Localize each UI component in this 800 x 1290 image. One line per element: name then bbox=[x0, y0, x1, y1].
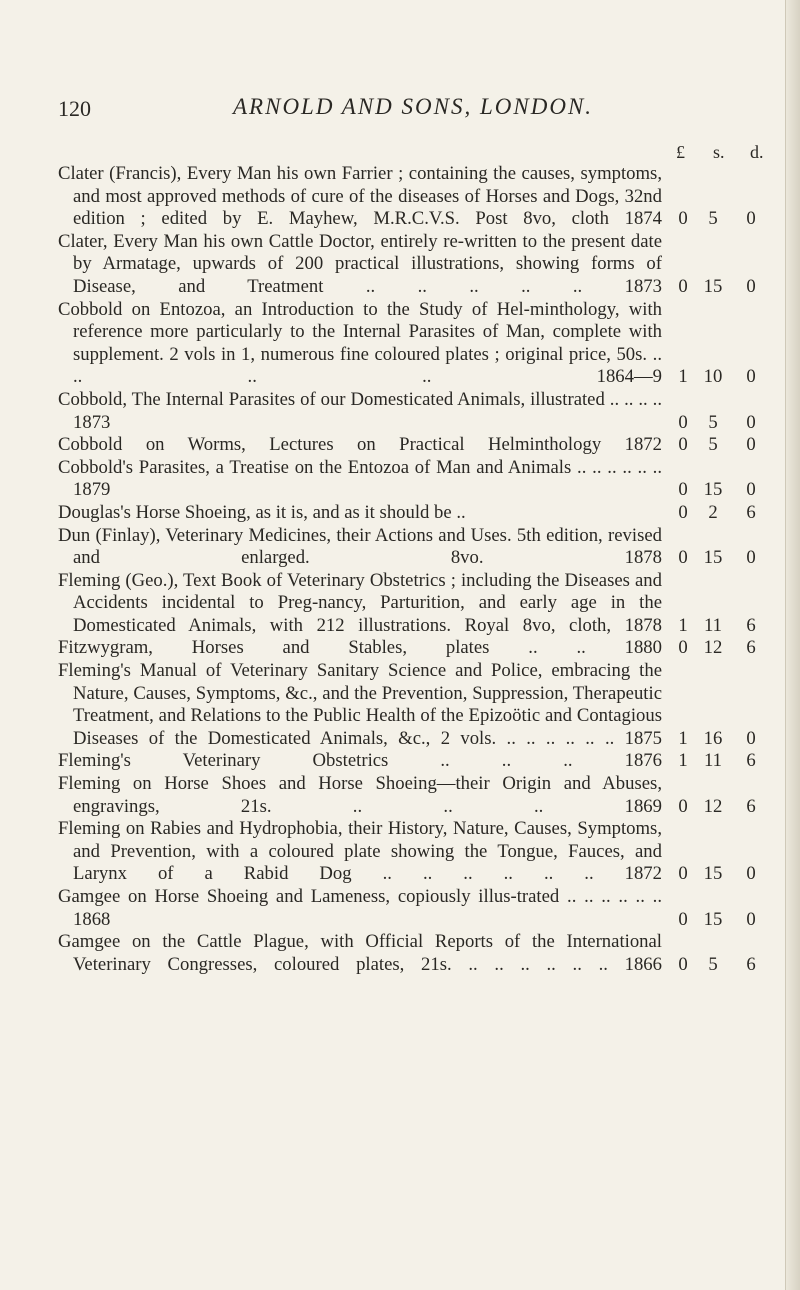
entry-price bbox=[670, 208, 790, 231]
entry-price bbox=[670, 954, 790, 977]
book-entry bbox=[58, 299, 798, 389]
price-pounds: 0 bbox=[678, 501, 688, 523]
entry-price bbox=[670, 479, 790, 502]
entry-text: Douglas's Horse Shoeing, as it is, and as it should be .. bbox=[58, 501, 466, 523]
entry-price bbox=[670, 728, 790, 751]
entry-price bbox=[670, 547, 790, 570]
price-shillings: 5 bbox=[708, 434, 718, 456]
price-pounds: 0 bbox=[678, 275, 688, 297]
price-shillings: 16 bbox=[703, 727, 723, 749]
page-header bbox=[58, 92, 758, 132]
price-shillings: 12 bbox=[703, 637, 723, 659]
price-pounds: 0 bbox=[678, 208, 688, 230]
entry-price bbox=[670, 366, 790, 389]
book-entry bbox=[58, 750, 798, 773]
entry-price bbox=[670, 863, 790, 886]
entry-text: Cobbold, The Internal Parasites of our Domesticated Animals, illustrated .. .. .. .. 1873 bbox=[58, 388, 662, 433]
book-entry bbox=[58, 457, 798, 502]
entry-text: Fleming on Rabies and Hydrophobia, their History, Nature, Causes, Symptoms, and Prevention, with a coloured plate showing the Tongue, Fauces, and Larynx of a Rabid Dog .. .. .. .. .. .. 1872 bbox=[58, 818, 662, 885]
book-entry bbox=[58, 434, 798, 457]
page-number: 120 bbox=[58, 96, 91, 121]
book-entry bbox=[58, 570, 798, 638]
price-pounds: 1 bbox=[678, 727, 688, 749]
price-pence: 0 bbox=[746, 434, 756, 456]
price-pounds: 0 bbox=[678, 434, 688, 456]
entry-text: Cobbold on Worms, Lectures on Practical Helminthology 1872 bbox=[58, 434, 662, 456]
pounds-heading: £ bbox=[676, 142, 685, 162]
entry-price bbox=[670, 276, 790, 299]
price-shillings: 11 bbox=[704, 750, 722, 772]
book-entry bbox=[58, 637, 798, 660]
price-pounds: 0 bbox=[678, 637, 688, 659]
entry-text: Gamgee on Horse Shoeing and Lameness, copiously illus-trated .. .. .. .. .. .. 1868 bbox=[58, 886, 662, 930]
price-pence: 0 bbox=[746, 366, 756, 388]
entry-text: Fleming on Horse Shoes and Horse Shoeing—their Origin and Abuses, engravings, 21s. .. .. .. 1869 bbox=[58, 773, 662, 817]
price-pence: 0 bbox=[746, 908, 756, 930]
pence-heading: d. bbox=[750, 142, 764, 162]
price-shillings: 15 bbox=[703, 863, 723, 885]
price-shillings: 15 bbox=[703, 275, 723, 297]
book-entry bbox=[58, 163, 798, 231]
price-shillings: 5 bbox=[708, 208, 718, 230]
entry-text: Fleming (Geo.), Text Book of Veterinary Obstetrics ; including the Diseases and Accidents incidental to Preg-nancy, Parturition, and early age in the Domesticated Animals, with 212 illustrations. Royal 8vo, cloth, 1878 bbox=[58, 569, 662, 636]
entry-text: Dun (Finlay), Veterinary Medicines, their Actions and Uses. 5th edition, revised and enlarged. 8vo. 1878 bbox=[58, 524, 662, 569]
book-entry bbox=[58, 886, 798, 931]
price-pounds: 0 bbox=[678, 953, 688, 975]
entry-price bbox=[670, 502, 790, 525]
entry-price bbox=[670, 796, 790, 819]
price-pence: 0 bbox=[746, 275, 756, 297]
entry-text: Clater, Every Man his own Cattle Doctor, entirely re-written to the present date by Armatage, upwards of 200 practical illustrations, showing forms of Disease, and Treatment .. .. .. .. .. 1873 bbox=[58, 230, 662, 297]
book-entry bbox=[58, 502, 798, 525]
price-pounds: 1 bbox=[678, 614, 688, 636]
entry-text: Clater (Francis), Every Man his own Farrier ; containing the causes, symptoms, and most approved methods of cure of the diseases of Horses and Dogs, 32nd edition ; edited by E. Mayhew, M.R.C.V.S. Post 8vo, cloth 1874 bbox=[58, 163, 662, 230]
price-pounds: 1 bbox=[678, 750, 688, 772]
price-pounds: 0 bbox=[678, 908, 688, 930]
price-pounds: 0 bbox=[678, 795, 688, 817]
shillings-heading: s. bbox=[713, 142, 725, 162]
entry-text: Cobbold on Entozoa, an Introduction to the Study of Hel-minthology, with reference more particularly to the Internal Parasites of Man, complete with supplement. 2 vols in 1, numerous fine coloured plates ; original price, 50s. .. .. .. .. 1864—9 bbox=[58, 298, 662, 388]
book-list bbox=[58, 163, 798, 976]
entry-price bbox=[670, 615, 790, 638]
price-shillings: 12 bbox=[703, 795, 723, 817]
entry-text: Cobbold's Parasites, a Treatise on the Entozoa of Man and Animals .. .. .. .. .. .. 1879 bbox=[58, 456, 662, 501]
entry-text: Gamgee on the Cattle Plague, with Official Reports of the International Veterinary Congresses, coloured plates, 21s. .. .. .. .. .. .. 1866 bbox=[58, 931, 662, 975]
entry-price bbox=[670, 909, 790, 932]
book-entry bbox=[58, 818, 798, 886]
price-pence: 6 bbox=[746, 614, 756, 636]
price-shillings: 2 bbox=[708, 501, 718, 523]
book-entry bbox=[58, 231, 798, 299]
book-entry bbox=[58, 525, 798, 570]
price-shillings: 15 bbox=[703, 908, 723, 930]
price-pence: 0 bbox=[746, 479, 756, 501]
running-title: ARNOLD AND SONS, LONDON. bbox=[233, 94, 594, 119]
entry-price bbox=[670, 750, 790, 773]
price-shillings: 5 bbox=[708, 411, 718, 433]
price-pence: 6 bbox=[746, 501, 756, 523]
price-pounds: 0 bbox=[678, 479, 688, 501]
entry-text: Fleming's Veterinary Obstetrics .. .. .. 1876 bbox=[58, 750, 662, 772]
price-pounds: 0 bbox=[678, 411, 688, 433]
price-pence: 0 bbox=[746, 208, 756, 230]
price-pounds: 0 bbox=[678, 863, 688, 885]
book-entry bbox=[58, 660, 798, 750]
price-pence: 0 bbox=[746, 547, 756, 569]
price-pence: 0 bbox=[746, 727, 756, 749]
price-pounds: 1 bbox=[678, 366, 688, 388]
entry-text: Fitzwygram, Horses and Stables, plates .. .. 1880 bbox=[58, 637, 662, 659]
entry-price bbox=[670, 637, 790, 660]
book-entry bbox=[58, 931, 798, 976]
entry-price bbox=[670, 412, 790, 435]
book-entry bbox=[58, 389, 798, 434]
price-shillings: 5 bbox=[708, 953, 718, 975]
price-shillings: 11 bbox=[704, 614, 722, 636]
price-shillings: 15 bbox=[703, 547, 723, 569]
price-pence: 0 bbox=[746, 411, 756, 433]
price-pounds: 0 bbox=[678, 547, 688, 569]
price-pence: 0 bbox=[746, 863, 756, 885]
price-shillings: 15 bbox=[703, 479, 723, 501]
price-pence: 6 bbox=[746, 637, 756, 659]
entry-text: Fleming's Manual of Veterinary Sanitary Science and Police, embracing the Nature, Causes, Symptoms, &c., and the Prevention, Suppression, Therapeutic Treatment, and Relations to the Public Health of the Epizoötic and Contagious Diseases of the Domesticated Animals, &c., 2 vols. .. .. .. .. .. .. 1875 bbox=[58, 660, 662, 749]
book-entry bbox=[58, 773, 798, 818]
price-pence: 6 bbox=[746, 795, 756, 817]
price-pence: 6 bbox=[746, 953, 756, 975]
price-pence: 6 bbox=[746, 750, 756, 772]
price-shillings: 10 bbox=[703, 366, 723, 388]
entry-price bbox=[670, 434, 790, 457]
